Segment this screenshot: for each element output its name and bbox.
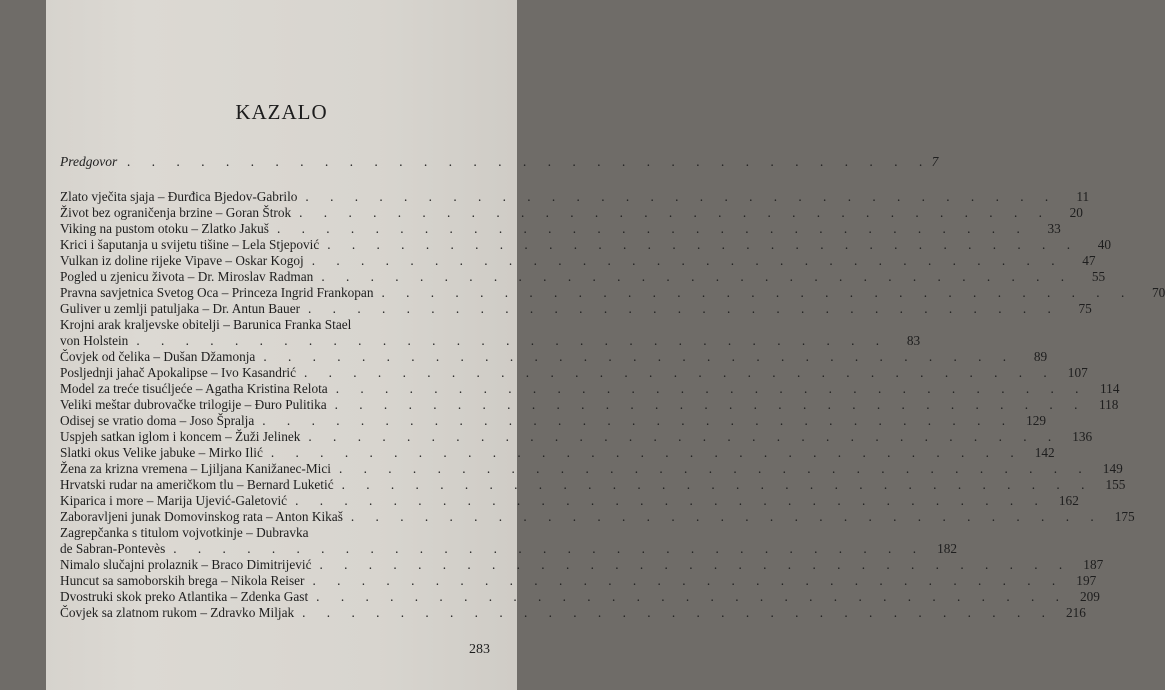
toc-entry bbox=[60, 525, 502, 541]
toc-entry bbox=[60, 333, 921, 349]
toc-entry bbox=[60, 413, 1047, 429]
leader-dots: . . . . . . . . . . . . . . . . . . . . . . . . . . . . . . . bbox=[308, 301, 1060, 316]
toc-entry-title: Žena za krizna vremena – Ljiljana Kanižanec-Mici bbox=[60, 461, 331, 476]
leader-dots: . . . . . . . . . . . . . . . . . . . . . . . . . . . . . . . bbox=[335, 381, 1088, 396]
toc-entry-title: Dvostruki skok preko Atlantika – Zdenka Gast bbox=[60, 589, 309, 604]
toc-entry bbox=[60, 221, 1061, 237]
toc-entry bbox=[60, 429, 1093, 445]
toc-entry-page: 70 bbox=[1151, 285, 1165, 300]
toc-entry-page: 55 bbox=[1091, 269, 1106, 284]
toc-entry-page: 187 bbox=[1083, 557, 1104, 572]
toc-entry-page: 83 bbox=[906, 333, 921, 348]
toc-entry-page: 11 bbox=[1076, 189, 1090, 204]
leader-dots: . . . . . . . . . . . . . . . . . . . . . . . . . . . . . . . bbox=[270, 445, 1023, 460]
toc-entry-page: 209 bbox=[1080, 589, 1100, 604]
show-through-text bbox=[346, 0, 517, 90]
toc-entry-title: Huncut sa samoborskih brega – Nikola Reiser bbox=[60, 573, 305, 588]
toc-entry bbox=[60, 349, 1048, 365]
toc-entry-page: 118 bbox=[1098, 397, 1119, 412]
toc-entry bbox=[60, 189, 1090, 205]
toc-entry-title: Život bez ograničenja brzine – Goran Štrok bbox=[60, 205, 292, 220]
toc-entry bbox=[60, 509, 1135, 525]
toc-entry bbox=[60, 493, 1079, 509]
leader-dots: . . . . . . . . . . . . . . . . . . . . . . . . . . . . . . . bbox=[327, 237, 1080, 252]
toc-entry-page: 89 bbox=[1033, 349, 1048, 364]
toc-entry bbox=[60, 205, 1083, 221]
toc-entry-page: 114 bbox=[1100, 381, 1120, 396]
toc-entry-page: 136 bbox=[1072, 429, 1093, 444]
toc-entry-page: 197 bbox=[1076, 573, 1097, 588]
toc-entry-title: Veliki meštar dubrovačke trilogije – Đuro Pulitika bbox=[60, 397, 327, 412]
toc-entry-title: Krici i šaputanja u svijetu tišine – Lela Stjepović bbox=[60, 237, 320, 252]
leader-dots: . . . . . . . . . . . . . . . . . . . . . . . . . . . . . . . bbox=[316, 589, 1068, 604]
preface-label: Predgovor bbox=[60, 154, 118, 169]
toc-entry-title: Viking na pustom otoku – Zlatko Jakuš bbox=[60, 221, 269, 236]
leader-dots: . . . . . . . . . . . . . . . . . . . . . . . . . . . . . . . bbox=[262, 413, 1015, 428]
page-number: 283 bbox=[469, 642, 490, 657]
leader-dots: . . . . . . . . . . . . . . . . . . . . . . . . . . . . . . . . . bbox=[127, 154, 932, 169]
book-page bbox=[46, 0, 1165, 690]
leader-dots: . . . . . . . . . . . . . . . . . . . . . . . . . . . . . . . bbox=[319, 557, 1072, 572]
toc-entry bbox=[60, 285, 1165, 301]
toc-entry bbox=[60, 445, 1055, 461]
toc-entry-title: Pravna savjetnica Svetog Oca – Princeza Ingrid Frankopan bbox=[60, 285, 374, 300]
leader-dots: . . . . . . . . . . . . . . . . . . . . . . . . . . . . . . . bbox=[338, 461, 1091, 476]
toc-entry-page: 216 bbox=[1065, 605, 1086, 620]
toc-entry-title: Zaboravljeni junak Domovinskog rata – Anton Kikaš bbox=[60, 509, 343, 524]
toc-entry bbox=[60, 461, 1123, 477]
toc-entry-page: 162 bbox=[1058, 493, 1079, 508]
toc-entry-title: Pogled u zjenicu života – Dr. Miroslav Radman bbox=[60, 269, 314, 284]
leader-dots: . . . . . . . . . . . . . . . . . . . . . . . . . . . . . . . bbox=[341, 477, 1094, 492]
toc-entry-page: 107 bbox=[1067, 365, 1088, 380]
toc-entry bbox=[60, 301, 1092, 317]
toc-entry bbox=[60, 557, 1104, 573]
toc-entry-page: 40 bbox=[1097, 237, 1112, 252]
leader-dots: . . . . . . . . . . . . . . . . . . . . . . . . . . . . . . . bbox=[334, 397, 1087, 412]
leader-dots: . . . . . . . . . . . . . . . . . . . . . . . . . . . . . . . bbox=[136, 333, 889, 348]
toc-entry-title: Zlato vječita sjaja – Đurđica Bjedov-Gabrilo bbox=[60, 189, 298, 204]
toc-entry-title: Model za treće tisućljeće – Agatha Kristina Relota bbox=[60, 381, 328, 396]
toc-entry-page: 20 bbox=[1069, 205, 1083, 220]
toc-entry-title: Čovjek sa zlatnom rukom – Zdravko Miljak bbox=[60, 605, 295, 620]
table-of-contents bbox=[60, 189, 1165, 621]
toc-entry-page: 149 bbox=[1102, 461, 1123, 476]
toc-entry bbox=[60, 541, 958, 557]
leader-dots: . . . . . . . . . . . . . . . . . . . . . . . . . . . . . . . bbox=[312, 573, 1065, 588]
leader-dots: . . . . . . . . . . . . . . . . . . . . . . . . . . . . . . . bbox=[295, 493, 1047, 508]
leader-dots: . . . . . . . . . . . . . . . . . . . . . . . . . . . . . . . bbox=[311, 253, 1064, 268]
toc-entry bbox=[60, 317, 502, 333]
toc-entry-page: 75 bbox=[1078, 301, 1092, 316]
toc-entry bbox=[60, 573, 1097, 589]
toc-entry bbox=[60, 397, 1119, 413]
toc-entry-title: Posljednji jahač Apokalipse – Ivo Kasandrić bbox=[60, 365, 296, 380]
toc-entry-page: 155 bbox=[1105, 477, 1126, 492]
leader-dots: . . . . . . . . . . . . . . . . . . . . . . . . . . . . . . . bbox=[381, 285, 1134, 300]
toc-entry-page: 142 bbox=[1034, 445, 1055, 460]
toc-entry bbox=[60, 269, 1106, 285]
leader-dots: . . . . . . . . . . . . . . . . . . . . . . . . . . . . . . . bbox=[299, 205, 1051, 220]
page-title: KAZALO bbox=[235, 100, 328, 124]
toc-entry-page: 175 bbox=[1114, 509, 1135, 524]
leader-dots: . . . . . . . . . . . . . . . . . . . . . . . . . . . . . . . bbox=[276, 221, 1029, 236]
leader-dots: . . . . . . . . . . . . . . . . . . . . . . . . . . . . . . . bbox=[350, 509, 1103, 524]
toc-entry bbox=[60, 365, 1088, 381]
toc-entry bbox=[60, 605, 1086, 621]
toc-entry bbox=[60, 381, 1120, 397]
toc-entry-title: Zagrepčanka s titulom vojvotkinje – Dubravka bbox=[60, 525, 309, 540]
leader-dots: . . . . . . . . . . . . . . . . . . . . . . . . . . . . . . . bbox=[302, 605, 1054, 620]
toc-entry-title: Krojni arak kraljevske obitelji – Barunica Franka Stael bbox=[60, 317, 352, 332]
toc-entry-title: Kiparica i more – Marija Ujević-Galetović bbox=[60, 493, 288, 508]
preface-entry bbox=[60, 154, 939, 170]
toc-entry-title: Čovjek od čelika – Dušan Džamonja bbox=[60, 349, 256, 364]
toc-entry-title: von Holstein bbox=[60, 333, 129, 348]
toc-entry-title: Uspjeh satkan iglom i koncem – Žuži Jelinek bbox=[60, 429, 301, 444]
toc-entry bbox=[60, 237, 1112, 253]
leader-dots: . . . . . . . . . . . . . . . . . . . . . . . . . . . . . . . bbox=[308, 429, 1061, 444]
preface-page: 7 bbox=[931, 154, 939, 169]
leader-dots: . . . . . . . . . . . . . . . . . . . . . . . . . . . . . . . bbox=[303, 365, 1056, 380]
toc-entry-title: Slatki okus Velike jabuke – Mirko Ilić bbox=[60, 445, 263, 460]
toc-entry-title: Hrvatski rudar na američkom tlu – Bernard Luketić bbox=[60, 477, 334, 492]
toc-entry-title: de Sabran-Pontevès bbox=[60, 541, 166, 556]
toc-entry-page: 182 bbox=[937, 541, 958, 556]
toc-entry-page: 129 bbox=[1026, 413, 1047, 428]
leader-dots: . . . . . . . . . . . . . . . . . . . . . . . . . . . . . . . bbox=[321, 269, 1074, 284]
toc-entry-title: Vulkan iz doline rijeke Vipave – Oskar Kogoj bbox=[60, 253, 304, 268]
toc-entry-title: Guliver u zemlji patuljaka – Dr. Antun Bauer bbox=[60, 301, 301, 316]
toc-entry bbox=[60, 253, 1096, 269]
leader-dots: . . . . . . . . . . . . . . . . . . . . . . . . . . . . . . . bbox=[305, 189, 1058, 204]
toc-entry bbox=[60, 589, 1100, 605]
leader-dots: . . . . . . . . . . . . . . . . . . . . . . . . . . . . . . . bbox=[263, 349, 1016, 364]
toc-entry-page: 47 bbox=[1082, 253, 1096, 268]
toc-entry-title: Odisej se vratio doma – Joso Špralja bbox=[60, 413, 255, 428]
toc-entry bbox=[60, 477, 1126, 493]
toc-entry-page: 33 bbox=[1047, 221, 1061, 236]
toc-entry-title: Nimalo slučajni prolaznik – Braco Dimitrijević bbox=[60, 557, 312, 572]
leader-dots: . . . . . . . . . . . . . . . . . . . . . . . . . . . . . . . bbox=[173, 541, 926, 556]
